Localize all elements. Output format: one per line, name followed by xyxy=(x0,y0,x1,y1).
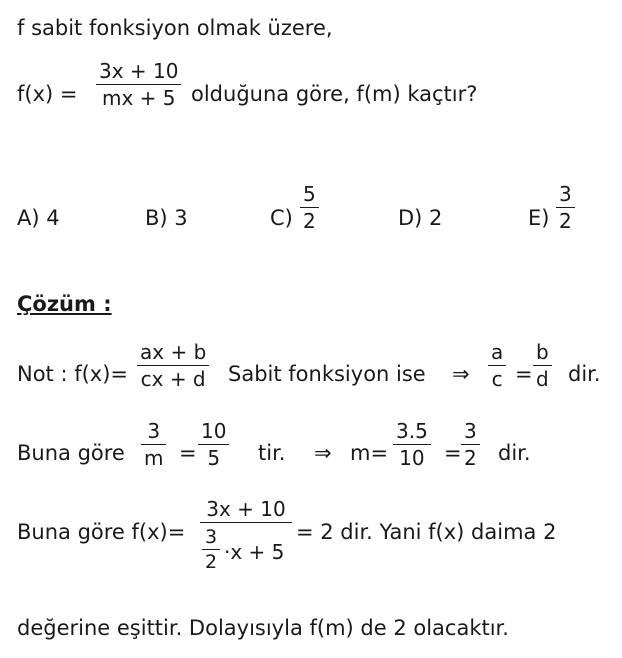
cond-d: d xyxy=(536,367,549,391)
cond-c: c xyxy=(491,367,503,391)
line2-frac-3-2 xyxy=(461,420,480,469)
note-fraction xyxy=(137,341,209,390)
line3-den-rest: ·x + 5 xyxy=(224,540,285,564)
line2-frac1-den: m xyxy=(144,446,164,470)
choice-c-denominator: 2 xyxy=(303,209,316,233)
fraction-bar xyxy=(198,444,229,445)
line3-prefix: Buna göre f(x)= xyxy=(17,520,186,544)
fraction-bar xyxy=(137,365,209,366)
note-prefix: Not : f(x)= xyxy=(17,362,129,386)
line2-frac-10-5 xyxy=(198,420,229,469)
line2-frac4-num: 3 xyxy=(464,419,477,443)
line2-frac2-den: 5 xyxy=(207,446,221,470)
fraction-bar xyxy=(488,365,506,366)
question-line-2-rest: olduğuna göre, f(m) kaçtır? xyxy=(191,82,478,106)
line4: değerine eşittir. Dolayısıyla f(m) de 2 olacaktır. xyxy=(17,616,509,640)
choice-d: D) 2 xyxy=(398,206,443,230)
line2-frac2-num: 10 xyxy=(201,419,227,443)
line3-compound-fraction xyxy=(200,498,292,581)
cond-equals: = xyxy=(515,362,533,386)
line2-tir: tir. xyxy=(258,441,286,465)
question-line-1: f sabit fonksiyon olmak üzere, xyxy=(17,16,333,40)
cond-fraction-ac xyxy=(488,341,506,390)
choice-c-numerator: 5 xyxy=(303,182,316,206)
question-fx-fraction xyxy=(96,60,181,109)
fraction-bar xyxy=(96,84,181,85)
choice-c-fraction xyxy=(300,183,319,232)
line2-implies-arrow-icon: ⇒ xyxy=(314,441,332,465)
line3-inner-num: 3 xyxy=(205,526,218,548)
line2-frac4-den: 2 xyxy=(464,446,477,470)
fraction-bar xyxy=(202,549,220,550)
fraction-bar xyxy=(300,207,319,208)
solution-heading: Çözüm : xyxy=(17,292,112,316)
choice-c-label: C) xyxy=(270,206,293,230)
note-denominator: cx + d xyxy=(140,367,206,391)
cond-a: a xyxy=(491,340,504,364)
line3-inner-fraction xyxy=(202,527,220,572)
fraction-bar xyxy=(393,444,431,445)
cond-b: b xyxy=(536,340,549,364)
line3-denominator xyxy=(200,525,292,581)
choice-e-denominator: 2 xyxy=(559,209,572,233)
fraction-bar xyxy=(200,522,292,523)
line2-frac-3-m xyxy=(141,420,166,469)
choice-e-numerator: 3 xyxy=(559,182,572,206)
line2-equals-1: = xyxy=(179,441,197,465)
cond-fraction-bd xyxy=(533,341,552,390)
line2-prefix: Buna göre xyxy=(17,441,125,465)
note-text: Sabit fonksiyon ise xyxy=(228,362,426,386)
fraction-bar xyxy=(556,207,575,208)
line2-frac-35-10 xyxy=(393,420,431,469)
line2-m-equals: m= xyxy=(350,441,389,465)
question-fx-denominator: mx + 5 xyxy=(101,86,176,110)
note-numerator: ax + b xyxy=(140,340,207,364)
note-dir: dir. xyxy=(568,362,601,386)
choice-a: A) 4 xyxy=(17,206,60,230)
line3-rest: = 2 dir. Yani f(x) daima 2 xyxy=(296,520,557,544)
implies-arrow-icon: ⇒ xyxy=(452,362,470,386)
question-fx-numerator: 3x + 10 xyxy=(99,59,179,83)
line2-equals-2: = xyxy=(444,441,462,465)
fraction-bar xyxy=(461,444,480,445)
line2-frac3-num: 3.5 xyxy=(396,419,428,443)
question-fx-label: f(x) = xyxy=(17,82,78,106)
fraction-bar xyxy=(141,444,166,445)
line2-frac3-den: 10 xyxy=(399,446,425,470)
choice-e-fraction xyxy=(556,183,575,232)
line3-inner-den: 2 xyxy=(205,551,218,573)
choice-b: B) 3 xyxy=(145,206,188,230)
choice-e-label: E) xyxy=(528,206,550,230)
fraction-bar xyxy=(533,365,552,366)
line2-frac1-num: 3 xyxy=(147,419,161,443)
line3-numerator: 3x + 10 xyxy=(206,497,286,521)
line2-dir: dir. xyxy=(498,441,531,465)
